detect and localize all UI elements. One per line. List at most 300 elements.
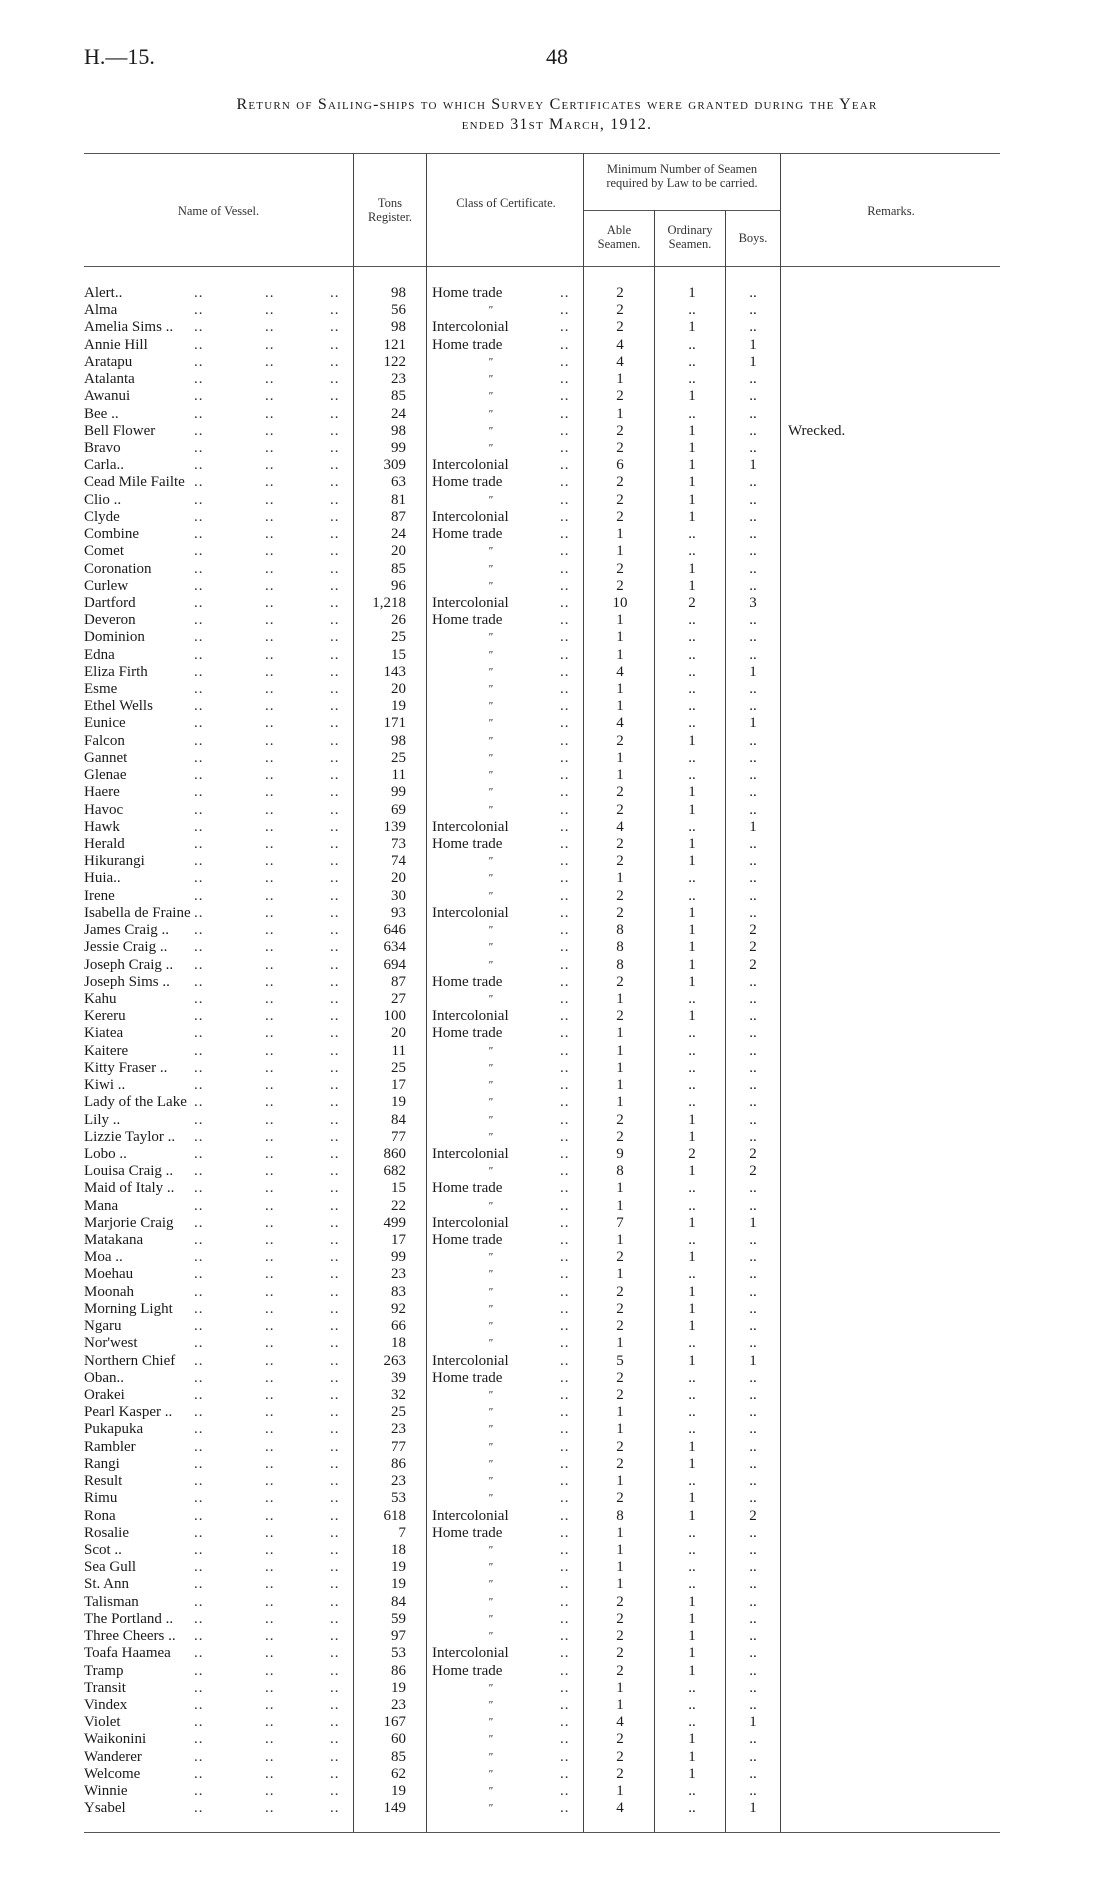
leader-dots: .. [194,508,204,525]
able-seamen: 1 [616,1042,624,1059]
certificate-class: " [488,562,493,575]
leader-dots: .. [560,577,570,594]
certificate-class: " [488,1561,493,1574]
tons-register: 98 [391,285,406,301]
table-row [0,595,1114,612]
leader-dots: .. [560,1507,570,1524]
leader-dots: .. [560,1128,570,1145]
able-seamen: 2 [616,560,624,577]
leader-dots: .. [194,405,204,422]
vessel-name: Haere [84,784,120,801]
leader-dots: .. [330,818,340,835]
boys: 2 [749,939,757,956]
tons-register: 20 [391,870,406,887]
leader-dots: .. [560,732,570,749]
leader-dots: .. [560,922,570,939]
certificate-class: " [488,683,493,696]
leader-dots: .. [194,1714,204,1731]
tons-register: 85 [391,388,406,405]
able-seamen: 2 [616,302,624,319]
able-seamen: 2 [616,439,624,456]
leader-dots: .. [194,474,204,491]
table-row [0,1284,1114,1301]
boys: .. [749,371,757,388]
leader-dots: .. [194,1387,204,1403]
able-seamen: 1 [616,1094,624,1111]
table-row [0,1163,1114,1180]
boys: .. [749,698,757,715]
leader-dots: .. [560,715,570,732]
leader-dots: .. [560,749,570,766]
vessel-name: Havoc [84,801,124,818]
leader-dots: .. [265,1421,275,1438]
certificate-class: " [488,769,493,782]
tons-register: 682 [383,1163,406,1180]
leader-dots: .. [194,904,204,921]
boys: .. [749,870,757,887]
certificate-class: " [488,1302,493,1315]
boys: .. [749,1232,757,1249]
certificate-class: " [488,1096,493,1109]
ordinary-seamen: .. [688,818,696,835]
able-seamen: 2 [616,836,624,852]
leader-dots: .. [330,1507,340,1524]
vessel-name: Pukapuka [84,1421,144,1438]
certificate-class: " [488,717,493,730]
boys: .. [749,1335,757,1352]
certificate-class: " [488,355,493,368]
boys: .. [749,1593,757,1610]
certificate-class: " [488,1595,493,1608]
tons-register: 99 [391,784,406,801]
boys: 1 [749,457,757,474]
leader-dots: .. [560,1541,570,1558]
vessel-name: Alma [84,302,118,319]
tons-register: 100 [383,1008,406,1025]
leader-dots: .. [560,698,570,715]
tons-register: 634 [383,939,406,956]
leader-dots: .. [330,1214,340,1231]
boys: .. [749,1438,757,1455]
ordinary-seamen: 1 [688,577,696,594]
boys: .. [749,784,757,801]
leader-dots: .. [560,1352,570,1369]
able-seamen: 5 [616,1352,624,1369]
leader-dots: .. [194,422,204,439]
vessel-name: Louisa Craig .. [84,1163,174,1180]
remarks: Wrecked. [788,422,846,439]
vessel-name: Transit [84,1679,126,1696]
able-seamen: 1 [616,612,624,629]
tons-register: 56 [391,302,406,319]
leader-dots: .. [265,1748,275,1765]
vessel-name: Curlew [84,577,129,594]
table-row [0,1456,1114,1473]
leader-dots: .. [330,784,340,801]
leader-dots: .. [194,1679,204,1696]
certificate-class: Home trade [432,1662,503,1679]
vessel-name: Violet [84,1714,121,1731]
able-seamen: 2 [616,1438,624,1455]
leader-dots: .. [330,1714,340,1731]
table-title: Return of Sailing-ships to which Survey Certificates were granted during the Year [236,96,878,113]
ordinary-seamen: 1 [688,1352,696,1369]
boys: .. [749,732,757,749]
tons-register: 22 [391,1197,406,1214]
vessel-name: Hawk [84,818,120,835]
ordinary-seamen: 1 [688,1645,696,1662]
able-seamen: 8 [616,1507,624,1524]
leader-dots: .. [265,698,275,715]
vessel-name: Lobo .. [84,1145,127,1162]
ordinary-seamen: .. [688,371,696,388]
leader-dots: .. [265,1387,275,1403]
table-row [0,337,1114,354]
leader-dots: .. [265,1628,275,1645]
vessel-name: Rosalie [84,1524,129,1541]
able-seamen: 2 [616,1128,624,1145]
vessel-name: Ysabel [84,1800,126,1817]
certificate-class: Home trade [432,526,503,543]
boys: 1 [749,663,757,680]
vessel-name: Kereru [84,1008,126,1025]
table-row [0,1060,1114,1077]
boys: .. [749,1369,757,1386]
leader-dots: .. [194,1094,204,1111]
tons-register: 73 [391,836,406,852]
leader-dots: .. [560,526,570,543]
boys: .. [749,1318,757,1335]
table-row [0,474,1114,491]
leader-dots: .. [194,285,204,301]
able-seamen: 2 [616,904,624,921]
leader-dots: .. [560,388,570,405]
vessel-name: Talisman [84,1593,139,1610]
table-row [0,578,1114,595]
leader-dots: .. [194,319,204,336]
leader-dots: .. [265,681,275,698]
boys: .. [749,1679,757,1696]
leader-dots: .. [194,818,204,835]
leader-dots: .. [330,1696,340,1713]
leader-dots: .. [194,732,204,749]
leader-dots: .. [265,1610,275,1627]
certificate-class: Home trade [432,336,503,353]
ordinary-seamen: 1 [688,319,696,336]
leader-dots: .. [194,1490,204,1507]
tons-register: 24 [391,405,406,422]
certificate-class: " [488,889,493,902]
leader-dots: .. [330,1541,340,1558]
table-row [0,1421,1114,1438]
boys: .. [749,1283,757,1300]
tons-register: 15 [391,1180,406,1197]
leader-dots: .. [330,973,340,990]
able-seamen: 2 [616,853,624,870]
ordinary-seamen: .. [688,1404,696,1421]
tons-register: 7 [398,1524,406,1541]
leader-dots: .. [265,577,275,594]
vessel-name: Winnie [84,1783,128,1800]
leader-dots: .. [560,457,570,474]
tons-register: 77 [391,1438,406,1455]
leader-dots: .. [560,319,570,336]
leader-dots: .. [330,285,340,301]
leader-dots: .. [330,1559,340,1576]
ordinary-seamen: 1 [688,1455,696,1472]
tons-register: 27 [391,990,406,1007]
tons-register: 25 [391,1059,406,1076]
certificate-class: Intercolonial [432,319,509,336]
able-seamen: 2 [616,1628,624,1645]
boys: .. [749,1783,757,1800]
vessel-name: Scot .. [84,1541,122,1558]
able-seamen: 10 [612,594,628,611]
certificate-class: " [488,304,493,317]
leader-dots: .. [265,543,275,560]
leader-dots: .. [560,594,570,611]
leader-dots: .. [560,1679,570,1696]
leader-dots: .. [330,526,340,543]
able-seamen: 1 [616,1404,624,1421]
table-row [0,1077,1114,1094]
leader-dots: .. [194,1628,204,1645]
able-seamen: 2 [616,1318,624,1335]
table-subtitle: ended 31st March, 1912. [461,116,653,133]
leader-dots: .. [265,439,275,456]
leader-dots: .. [265,612,275,629]
leader-dots: .. [265,973,275,990]
table-row [0,1663,1114,1680]
leader-dots: .. [265,1714,275,1731]
table-row [0,1404,1114,1421]
able-seamen: 4 [616,715,624,732]
vessel-name: Sea Gull [84,1559,137,1576]
tons-register: 23 [391,1696,406,1713]
tons-register: 97 [391,1628,406,1645]
leader-dots: .. [330,990,340,1007]
boys: 1 [749,715,757,732]
able-seamen: 1 [616,646,624,663]
vessel-name: Falcon [84,732,125,749]
vessel-name: Irene [84,887,115,904]
table-row [0,1490,1114,1507]
leader-dots: .. [194,1318,204,1335]
vessel-name: Result [84,1473,123,1490]
leader-dots: .. [330,922,340,939]
boys: 1 [749,1214,757,1231]
leader-dots: .. [194,1576,204,1593]
table-row [0,784,1114,801]
vessel-name: Wanderer [84,1748,142,1765]
leader-dots: .. [194,1731,204,1748]
boys: 2 [749,956,757,973]
leader-dots: .. [560,1455,570,1472]
boys: .. [749,1042,757,1059]
tons-register: 121 [383,336,406,353]
leader-dots: .. [560,990,570,1007]
leader-dots: .. [194,371,204,388]
vessel-name: Combine [84,526,139,543]
leader-dots: .. [265,1490,275,1507]
able-seamen: 1 [616,1077,624,1094]
table-row [0,922,1114,939]
certificate-class: " [488,1061,493,1074]
vessel-name: Herald [84,836,125,852]
table-row [0,406,1114,423]
boys: .. [749,1025,757,1042]
tons-register: 96 [391,577,406,594]
table-row [0,1008,1114,1025]
boys: .. [749,887,757,904]
leader-dots: .. [265,1094,275,1111]
leader-dots: .. [330,543,340,560]
leader-dots: .. [560,422,570,439]
able-seamen: 1 [616,1783,624,1800]
ordinary-seamen: 1 [688,853,696,870]
leader-dots: .. [330,1042,340,1059]
vessel-name: Clio .. [84,491,122,508]
leader-dots: .. [265,1473,275,1490]
vessel-name: Joseph Sims .. [84,973,170,990]
leader-dots: .. [330,1145,340,1162]
tons-register: 143 [383,663,406,680]
table-row [0,388,1114,405]
leader-dots: .. [194,612,204,629]
leader-dots: .. [330,956,340,973]
leader-dots: .. [265,1163,275,1180]
boys: .. [749,1628,757,1645]
vessel-name: Clyde [84,508,120,525]
tons-register: 646 [383,922,406,939]
ordinary-seamen: .. [688,1524,696,1541]
certificate-class: " [488,1406,493,1419]
tons-register: 98 [391,732,406,749]
able-seamen: 8 [616,1163,624,1180]
able-seamen: 6 [616,457,624,474]
boys: .. [749,767,757,784]
leader-dots: .. [560,1404,570,1421]
leader-dots: .. [330,767,340,784]
leader-dots: .. [265,990,275,1007]
boys: 1 [749,336,757,353]
ordinary-seamen: .. [688,1421,696,1438]
ordinary-seamen: .. [688,1077,696,1094]
leader-dots: .. [194,1008,204,1025]
ordinary-seamen: 1 [688,1111,696,1128]
leader-dots: .. [265,1404,275,1421]
leader-dots: .. [560,1662,570,1679]
leader-dots: .. [265,1696,275,1713]
table-row [0,1731,1114,1748]
boys: .. [749,681,757,698]
leader-dots: .. [330,1765,340,1782]
table-row [0,457,1114,474]
able-seamen: 1 [616,681,624,698]
able-seamen: 4 [616,353,624,370]
certificate-class: Intercolonial [432,1008,509,1025]
vessel-name: Welcome [84,1765,141,1782]
ordinary-seamen: 1 [688,956,696,973]
table-row [0,1594,1114,1611]
ordinary-seamen: .. [688,1696,696,1713]
leader-dots: .. [194,1748,204,1765]
leader-dots: .. [265,474,275,491]
able-seamen: 2 [616,1369,624,1386]
leader-dots: .. [265,1249,275,1266]
boys: .. [749,1490,757,1507]
leader-dots: .. [194,681,204,698]
table-row [0,1628,1114,1645]
table-row [0,1370,1114,1387]
ordinary-seamen: 1 [688,508,696,525]
able-seamen: 1 [616,1559,624,1576]
vessel-name: Dartford [84,594,136,611]
certificate-class: Intercolonial [432,508,509,525]
leader-dots: .. [560,681,570,698]
certificate-class: " [488,1113,493,1126]
certificate-class: " [488,1543,493,1556]
certificate-class: " [488,493,493,506]
certificate-class: Intercolonial [432,1645,509,1662]
certificate-class: " [488,1440,493,1453]
vessel-name: Ethel Wells [84,698,153,715]
leader-dots: .. [560,439,570,456]
leader-dots: .. [194,1025,204,1042]
leader-dots: .. [330,1163,340,1180]
able-seamen: 4 [616,818,624,835]
certificate-class: " [488,1681,493,1694]
leader-dots: .. [560,1731,570,1748]
leader-dots: .. [560,1421,570,1438]
vessel-name: Pearl Kasper .. [84,1404,173,1421]
able-seamen: 2 [616,1731,624,1748]
leader-dots: .. [194,973,204,990]
leader-dots: .. [265,663,275,680]
boys: .. [749,405,757,422]
boys: 1 [749,1352,757,1369]
ordinary-seamen: 1 [688,922,696,939]
table-row [0,664,1114,681]
able-seamen: 7 [616,1214,624,1231]
table-row [0,698,1114,715]
table-row [0,543,1114,560]
leader-dots: .. [194,836,204,852]
leader-dots: .. [265,629,275,646]
tons-register: 62 [391,1765,406,1782]
leader-dots: .. [265,1283,275,1300]
tons-register: 17 [391,1077,406,1094]
leader-dots: .. [330,353,340,370]
leader-dots: .. [560,353,570,370]
leader-dots: .. [265,939,275,956]
leader-dots: .. [560,904,570,921]
leader-dots: .. [265,388,275,405]
certificate-class: " [488,1750,493,1763]
leader-dots: .. [560,302,570,319]
boys: .. [749,1610,757,1627]
tons-register: 66 [391,1318,406,1335]
ordinary-seamen: 1 [688,732,696,749]
table-row [0,371,1114,388]
leader-dots: .. [330,732,340,749]
vessel-name: Atalanta [84,371,135,388]
certificate-class: " [488,1492,493,1505]
tons-register: 25 [391,629,406,646]
leader-dots: .. [330,1232,340,1249]
leader-dots: .. [194,439,204,456]
boys: .. [749,646,757,663]
